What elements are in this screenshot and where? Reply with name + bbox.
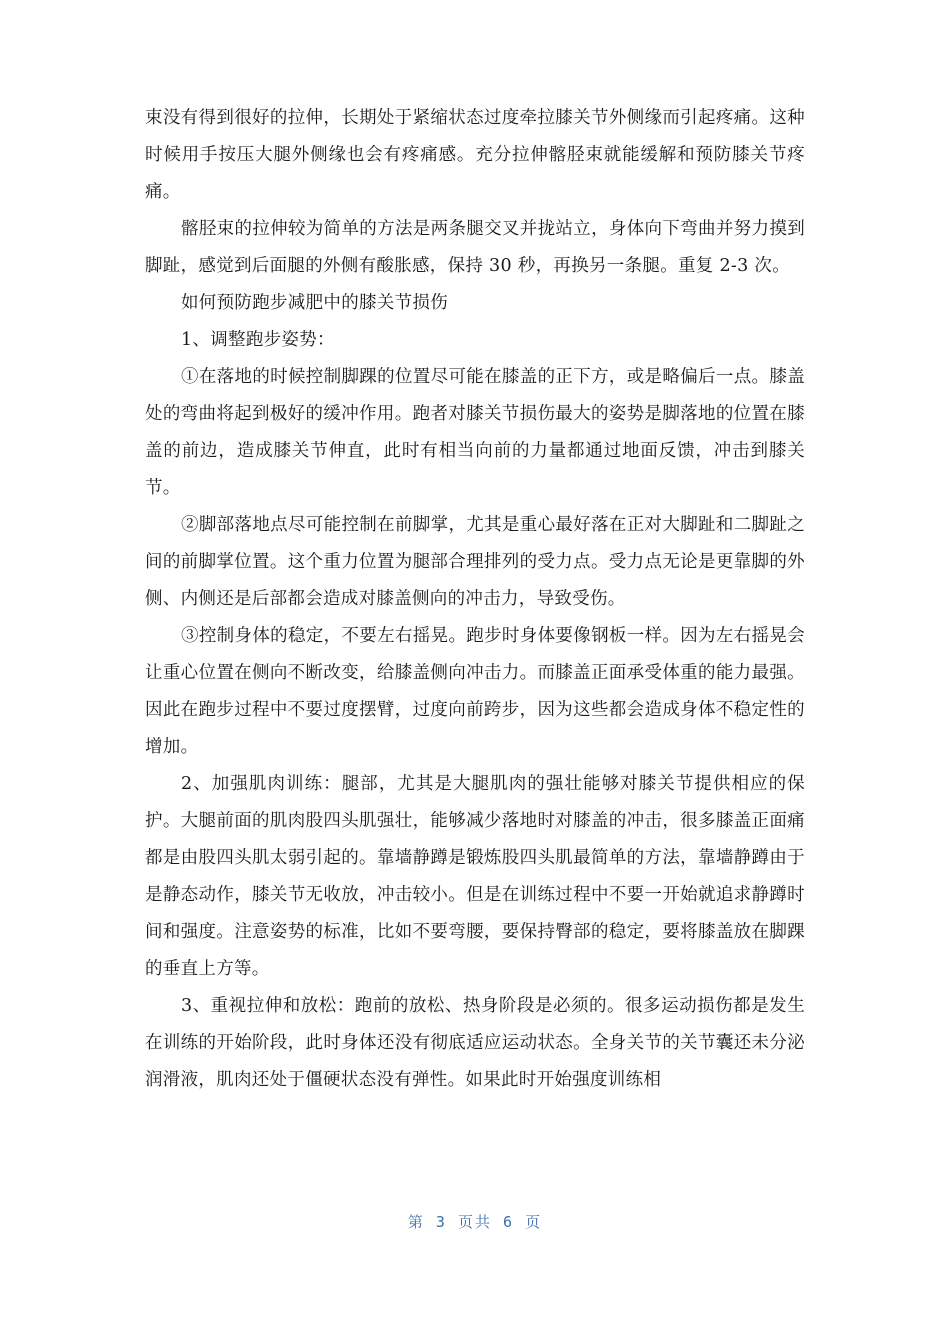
document-body: [145, 100, 805, 1099]
paragraph-stretch-relax: 3、重视拉伸和放松：跑前的放松、热身阶段是必须的。很多运动损伤都是发生在训练的开始阶段，此时身体还没有彻底适应运动状态。全身关节的关节囊还未分泌润滑液，肌肉还处于僵硬状态没有弹性。如果此时开始强度训练相: [145, 996, 805, 1090]
paragraph-continuation: 束没有得到很好的拉伸，长期处于紧缩状态过度牵拉膝关节外侧缘而引起疼痛。这种时候用手按压大腿外侧缘也会有疼痛感。充分拉伸髂胫束就能缓解和预防膝关节疼痛。: [145, 108, 805, 202]
page-number-footer: 第 3 页共 6 页: [407, 1213, 543, 1231]
paragraph-point-2: ②脚部落地点尽可能控制在前脚掌，尤其是重心最好落在正对大脚趾和二脚趾之间的前脚掌位置。这个重力位置为腿部合理排列的受力点。受力点无论是更靠脚的外侧、内侧还是后部都会造成对膝盖侧向的冲击力，导致受伤。: [145, 515, 805, 609]
paragraph-stretch-method: 髂胫束的拉伸较为简单的方法是两条腿交叉并拢站立，身体向下弯曲并努力摸到脚趾，感觉到后面腿的外侧有酸胀感，保持 30 秒，再换另一条腿。重复 2-3 次。: [145, 219, 805, 276]
paragraph-point-3: ③控制身体的稳定，不要左右摇晃。跑步时身体要像钢板一样。因为左右摇晃会让重心位置在侧向不断改变，给膝盖侧向冲击力。而膝盖正面承受体重的能力最强。因此在跑步过程中不要过度摆臂，过度向前跨步，因为这些都会造成身体不稳定性的增加。: [145, 626, 805, 757]
section-heading: 如何预防跑步减肥中的膝关节损伤: [181, 293, 448, 313]
subheading-adjust-posture: 1、调整跑步姿势：: [181, 330, 335, 350]
paragraph-point-1: ①在落地的时候控制脚踝的位置尽可能在膝盖的正下方，或是略偏后一点。膝盖处的弯曲将起到极好的缓冲作用。跑者对膝关节损伤最大的姿势是脚落地的位置在膝盖的前边，造成膝关节伸直，此时有相当向前的力量都通过地面反馈，冲击到膝关节。: [145, 367, 805, 498]
paragraph-muscle-training: 2、加强肌肉训练：腿部，尤其是大腿肌肉的强壮能够对膝关节提供相应的保护。大腿前面的肌肉股四头肌强壮，能够减少落地时对膝盖的冲击，很多膝盖正面痛都是由股四头肌太弱引起的。靠墙静蹲是锻炼股四头肌最简单的方法，靠墙静蹲由于是静态动作，膝关节无收放，冲击较小。但是在训练过程中不要一开始就追求静蹲时间和强度。注意姿势的标准，比如不要弯腰，要保持臀部的稳定，要将膝盖放在脚踝的垂直上方等。: [145, 774, 805, 979]
